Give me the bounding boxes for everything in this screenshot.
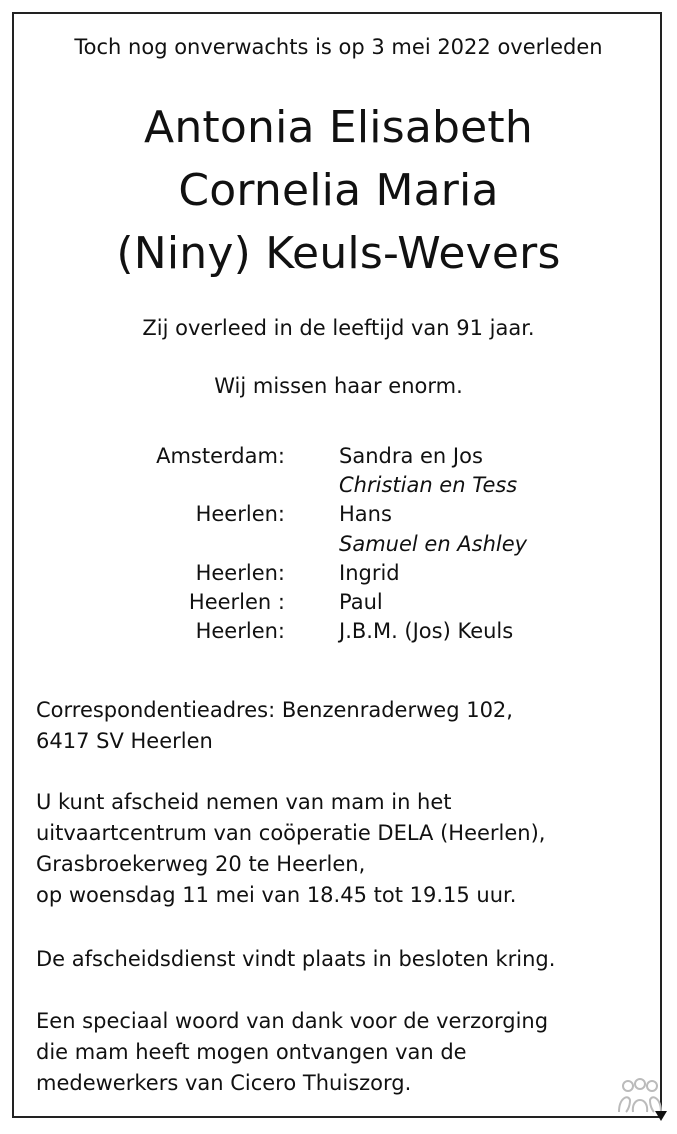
age-text: Zij overleed in de leeftijd van 91 jaar.	[142, 316, 535, 340]
text-line: Een speciaal woord van dank voor de verzorging	[36, 1009, 549, 1033]
family-row	[0, 588, 677, 617]
family-place: Heerlen:	[195, 619, 285, 644]
text-line: die mam heeft mogen ontvangen van de	[36, 1040, 467, 1064]
name-line: (Niny) Keuls-Wevers	[116, 228, 561, 279]
deceased-name	[0, 96, 677, 285]
family-names: Hans	[339, 502, 392, 527]
family-names: Samuel en Ashley	[339, 531, 528, 556]
correspondence-address	[36, 695, 646, 757]
name-line: Antonia Elisabeth	[144, 102, 533, 153]
family-names: Ingrid	[339, 560, 400, 585]
thanks-paragraph	[36, 1006, 646, 1099]
service-paragraph	[36, 944, 646, 975]
family-names: Sandra en Jos	[339, 444, 483, 468]
family-place: Heerlen:	[195, 560, 285, 585]
text-line: 6417 SV Heerlen	[36, 729, 213, 753]
family-names: J.B.M. (Jos) Keuls	[339, 619, 514, 644]
family-names: Christian en Tess	[339, 473, 518, 498]
name-line: Cornelia Maria	[178, 165, 499, 216]
intro-text: Toch nog onverwachts is op 3 mei 2022 overleden	[74, 35, 603, 59]
farewell-paragraph	[36, 787, 646, 911]
miss-text: Wij missen haar enorm.	[214, 374, 463, 398]
text-line: Grasbroekerweg 20 te Heerlen,	[36, 852, 366, 876]
text-line: U kunt afscheid nemen van mam in het	[36, 790, 452, 814]
family-row	[0, 530, 677, 559]
family-row	[0, 617, 677, 646]
family-names: Paul	[339, 589, 383, 614]
family-place: Heerlen:	[195, 502, 285, 527]
family-row	[0, 471, 677, 500]
text-line: medewerkers van Cicero Thuiszorg.	[36, 1071, 412, 1095]
text-line: Correspondentieadres: Benzenraderweg 102,	[36, 698, 513, 722]
text-line: uitvaartcentrum van coöperatie DELA (Heerlen),	[36, 821, 546, 845]
family-row	[0, 559, 677, 588]
family-row	[0, 500, 677, 529]
logo-area	[616, 1078, 664, 1122]
triangle-down-icon[interactable]	[654, 1110, 668, 1122]
text-line: De afscheidsdienst vindt plaats in besloten kring.	[36, 947, 556, 971]
family-list	[0, 442, 677, 646]
family-place: Heerlen :	[188, 589, 285, 614]
text-line: op woensdag 11 mei van 18.45 tot 19.15 uur.	[36, 883, 517, 907]
family-row	[0, 442, 677, 471]
family-place: Amsterdam:	[156, 444, 285, 468]
